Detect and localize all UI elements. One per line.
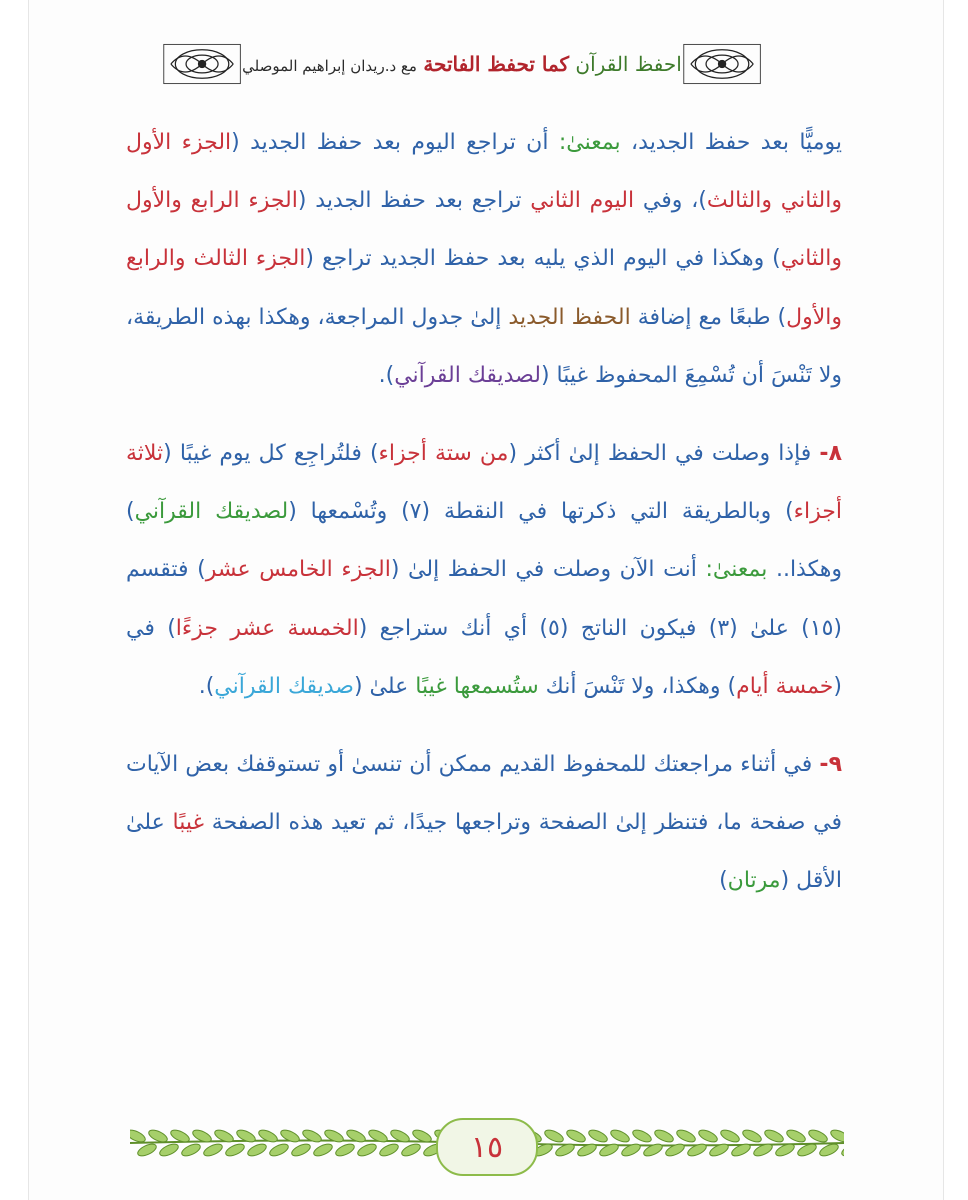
vine-leaf bbox=[686, 1142, 708, 1159]
vine-leaf bbox=[356, 1142, 378, 1159]
vine-leaf bbox=[708, 1142, 730, 1159]
vine-leaf bbox=[697, 1128, 719, 1145]
text-run: الجزء الرابع والأول والثاني bbox=[126, 188, 842, 272]
text-run: تراجع بعد حفظ الجديد ( bbox=[297, 188, 531, 214]
text-run: علىٰ الأقل ( bbox=[126, 810, 842, 894]
paragraph-point-9 bbox=[126, 736, 842, 911]
ornament-left-icon bbox=[162, 38, 242, 90]
vine-leaf bbox=[664, 1142, 686, 1159]
vine-leaf bbox=[807, 1128, 829, 1145]
vine-leaf bbox=[719, 1128, 741, 1145]
vine-leaf bbox=[543, 1128, 565, 1145]
text-run: ) bbox=[719, 868, 728, 894]
vine-leaf bbox=[631, 1128, 653, 1145]
text-run: بمعنىٰ: bbox=[558, 130, 621, 155]
text-run: ) طبعًا مع إضافة bbox=[630, 304, 787, 330]
page-body bbox=[126, 114, 842, 911]
text-run: يوميًّا بعد حفظ الجديد، bbox=[620, 130, 842, 155]
vine-leaf bbox=[565, 1128, 587, 1145]
vine-leaf bbox=[400, 1142, 422, 1159]
vine-leaf bbox=[345, 1128, 367, 1145]
vine-leaf bbox=[587, 1128, 609, 1145]
text-run: بمعنىٰ: bbox=[705, 557, 768, 583]
vine-leaf bbox=[158, 1142, 180, 1159]
text-run: ) في ( bbox=[126, 615, 842, 699]
paragraph-point-8 bbox=[126, 425, 842, 716]
text-run: اليوم الثاني bbox=[530, 188, 635, 214]
vine-leaf bbox=[378, 1142, 400, 1159]
text-run: إلىٰ جدول المراجعة، وهكذا بهذه الطريقة، ولا تَنْسَ أن تُسْمِعَ المحفوظ غيبًا ( bbox=[126, 304, 842, 388]
vine-leaf bbox=[224, 1142, 246, 1159]
text-run: ) فلتُراجِع كل يوم غيبًا ( bbox=[163, 441, 379, 467]
vine-leaf bbox=[301, 1128, 323, 1145]
vine-leaf bbox=[279, 1128, 301, 1145]
text-run: الجزء الأول والثاني والثالث bbox=[126, 130, 842, 214]
text-run: خمسة أيام bbox=[736, 673, 834, 699]
text-run: الجزء الثالث والرابع والأول bbox=[126, 246, 842, 330]
text-run: ) وهكذا في اليوم الذي يليه بعد حفظ الجديد تراجع ( bbox=[305, 246, 781, 272]
vine-leaf bbox=[763, 1128, 785, 1145]
vine-leaf bbox=[829, 1128, 844, 1145]
text-run: ستُسمعها غيبًا bbox=[415, 673, 539, 699]
text-run: ) وهكذا.. bbox=[126, 499, 842, 583]
text-run: ) وبالطريقة التي ذكرتها في النقطة (٧) وتُسْمعها ( bbox=[288, 499, 794, 525]
vine-leaf bbox=[785, 1128, 807, 1145]
page-number: ١٥ bbox=[436, 1118, 538, 1176]
text-run: ) وهكذا، ولا تَنْسَ أنك bbox=[538, 673, 737, 699]
vine-leaf bbox=[653, 1128, 675, 1145]
vine-leaf bbox=[257, 1128, 279, 1145]
text-run: )، وفي bbox=[634, 188, 707, 214]
text-run: علىٰ ( bbox=[353, 673, 416, 699]
text-run: الجزء الخامس عشر bbox=[205, 557, 391, 583]
vine-leaf bbox=[312, 1142, 334, 1159]
vine-leaf bbox=[620, 1142, 642, 1159]
vine-leaf bbox=[675, 1128, 697, 1145]
vine-leaf bbox=[741, 1128, 763, 1145]
text-run: الحفظ الجديد bbox=[508, 304, 631, 330]
text-run: ). bbox=[378, 362, 395, 388]
header-title-part3: مع د.ريدان إبراهيم الموصلي bbox=[242, 57, 417, 75]
text-run: صديقك القرآني bbox=[214, 673, 354, 699]
vine-leaf bbox=[609, 1128, 631, 1145]
vine-leaf bbox=[180, 1142, 202, 1159]
text-run: ) فتقسم (١٥) علىٰ (٣) فيكون الناتج (٥) أي أنك ستراجع ( bbox=[126, 557, 842, 641]
paragraph-review-schedule bbox=[126, 114, 842, 405]
vine-leaf bbox=[246, 1142, 268, 1159]
text-run: أن تراجع اليوم بعد حفظ الجديد ( bbox=[231, 130, 559, 155]
header-title-part1: احفظ القرآن bbox=[575, 52, 682, 76]
vine-leaf bbox=[136, 1142, 158, 1159]
text-run: ). bbox=[198, 673, 215, 699]
text-run: في أثناء مراجعتك للمحفوظ القديم ممكن أن تنسىٰ أو تستوقفك بعض الآيات في صفحة ما، فتنظر إلىٰ الصفحة وتراجعها جيدًا، ثم تعيد هذه الصفحة bbox=[126, 752, 842, 836]
header-title-part2: كما تحفظ الفاتحة bbox=[423, 52, 570, 76]
text-run: ٨- bbox=[819, 441, 842, 467]
ornament-right-icon bbox=[682, 38, 762, 90]
vine-leaf bbox=[290, 1142, 312, 1159]
vine-leaf bbox=[840, 1142, 844, 1159]
text-run: فإذا وصلت في الحفظ إلىٰ أكثر ( bbox=[508, 441, 820, 467]
vine-leaf bbox=[334, 1142, 356, 1159]
text-run: لصديقك القرآني bbox=[394, 362, 541, 388]
text-run: ٩- bbox=[819, 752, 842, 778]
text-run: أنت الآن وصلت في الحفظ إلىٰ ( bbox=[390, 557, 706, 583]
text-run: ثلاثة أجزاء bbox=[126, 441, 842, 525]
page-header bbox=[162, 36, 762, 92]
text-run: لصديقك القرآني bbox=[134, 499, 289, 525]
header-title bbox=[242, 52, 682, 76]
text-run: غيبًا bbox=[172, 810, 205, 836]
vine-leaf bbox=[268, 1142, 290, 1159]
text-run: الخمسة عشر جزءًا bbox=[175, 615, 359, 641]
text-run: من ستة أجزاء bbox=[378, 441, 509, 467]
vine-leaf bbox=[202, 1142, 224, 1159]
vine-leaf bbox=[323, 1128, 345, 1145]
vine-leaf bbox=[642, 1142, 664, 1159]
text-run: مرتان bbox=[727, 868, 781, 894]
